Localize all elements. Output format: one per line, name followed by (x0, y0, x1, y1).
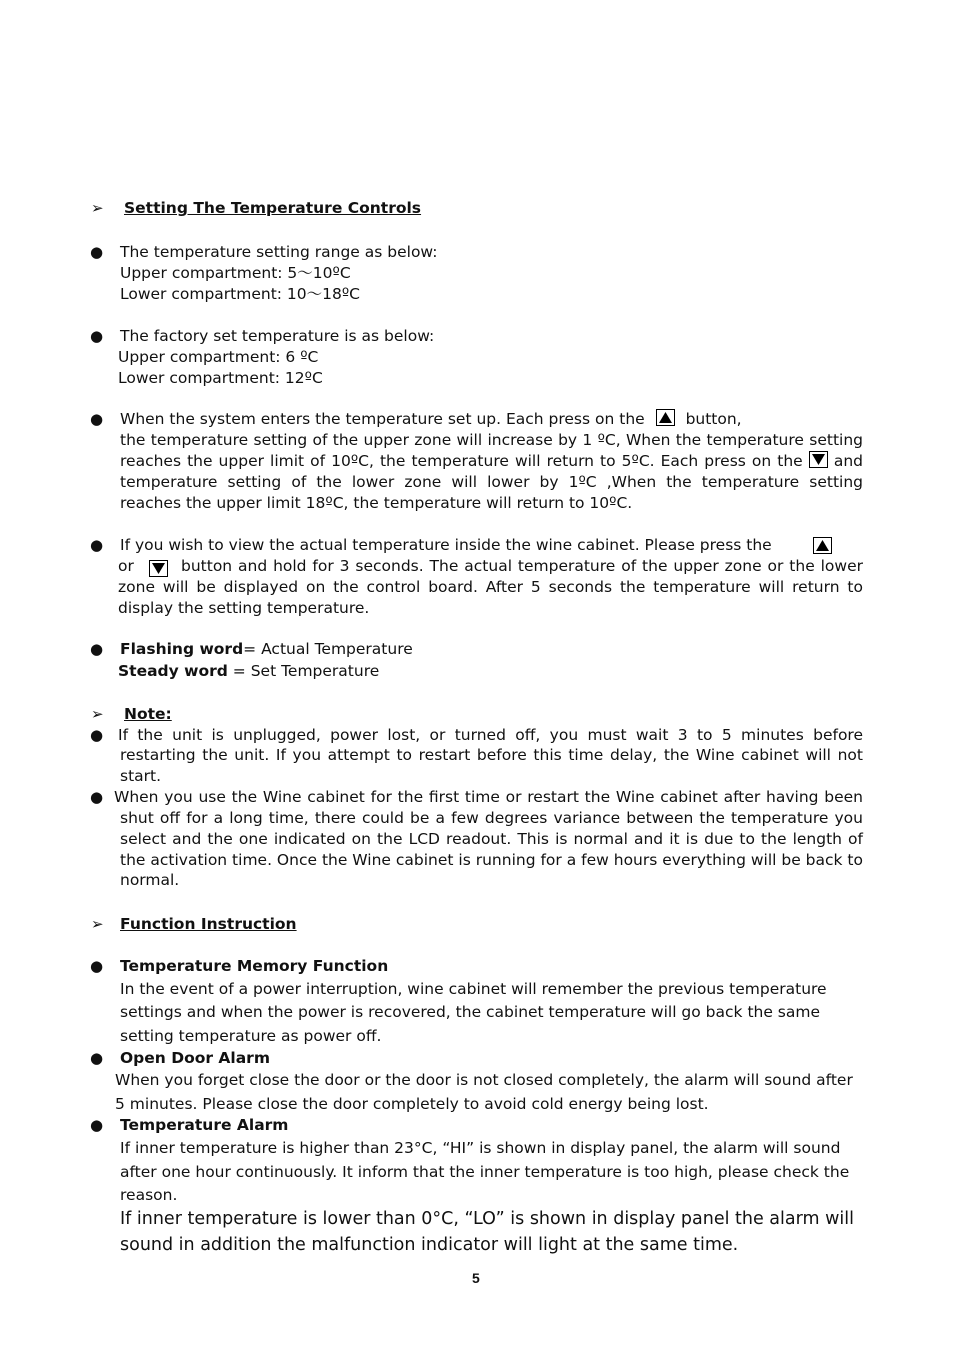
note-p2-line-5: normal. (120, 871, 180, 889)
view-line-3: zone will be displayed on the control board. After 5 seconds the temperature will return to (118, 578, 863, 596)
range-intro: The temperature setting range as below: (120, 243, 438, 261)
bullet-icon: ● (90, 243, 104, 261)
view-line-4: display the setting temperature. (118, 599, 370, 617)
door-line-1: When you forget close the door or the door is not closed completely, the alarm will sound after (115, 1071, 853, 1089)
setup-text-a: When the system enters the temperature set up. Each press on the (120, 410, 645, 428)
bullet-icon: ● (90, 726, 104, 744)
up-arrow-button-icon (813, 537, 832, 554)
flashing-meaning: = Actual Temperature (243, 640, 413, 658)
bullet-icon: ● (90, 957, 104, 975)
view-line-2: button and hold for 3 seconds. The actual temperature of the upper zone or the lower (181, 557, 863, 575)
view-line-1: If you wish to view the actual temperature inside the wine cabinet. Please press the (120, 536, 772, 554)
bullet-icon: ● (90, 410, 104, 428)
factory-upper: Upper compartment: 6 ºC (118, 348, 319, 366)
steady-meaning: = Set Temperature (227, 662, 380, 680)
door-line-2: 5 minutes. Please close the door completely to avoid cold energy being lost. (115, 1095, 709, 1113)
setup-line-4: temperature setting of the lower zone will lower by 1ºC ,When the temperature setting (120, 473, 863, 491)
memory-title: Temperature Memory Function (120, 957, 389, 975)
alarm-line-1: If inner temperature is higher than 23°C, “HI” is shown in display panel, the alarm will sound (120, 1139, 841, 1157)
alarm-line-5: sound in addition the malfunction indicator will light at the same time. (120, 1235, 739, 1255)
setup-line-3 (120, 451, 863, 472)
setup-text-3b: and (833, 452, 864, 470)
setup-line-1 (120, 409, 742, 430)
section-arrow-icon: ➢ (91, 915, 104, 933)
function-title: Function Instruction (120, 915, 297, 933)
flashing-word: Flashing word (120, 640, 244, 658)
bullet-icon: ● (90, 536, 104, 554)
memory-line-1: In the event of a power interruption, wine cabinet will remember the previous temperature (120, 980, 827, 998)
bullet-icon: ● (90, 788, 104, 806)
setup-line-2: the temperature setting of the upper zone will increase by 1 ºC, When the temperature setting (120, 431, 863, 449)
page-number: 5 (472, 1270, 480, 1286)
bullet-icon: ● (90, 327, 104, 345)
factory-lower: Lower compartment: 12ºC (118, 369, 323, 387)
memory-line-3: setting temperature as power off. (120, 1027, 382, 1045)
alarm-line-2: after one hour continuously. It inform that the inner temperature is too high, please check the (120, 1163, 850, 1181)
range-lower: Lower compartment: 10～18ºC (120, 285, 361, 303)
alarm-title: Temperature Alarm (120, 1116, 289, 1134)
section-title: Setting The Temperature Controls (124, 199, 422, 217)
door-title: Open Door Alarm (120, 1049, 270, 1067)
setup-text-b: button, (685, 410, 742, 428)
bullet-icon: ● (90, 640, 104, 658)
factory-intro: The factory set temperature is as below: (120, 327, 435, 345)
note-title: Note: (124, 705, 172, 723)
flashing-line (120, 639, 413, 660)
setup-text-3a: reaches the upper limit of 10ºC, the temperature will return to 5ºC. Each press on the (120, 452, 803, 470)
view-or: or (118, 557, 134, 575)
section-arrow-icon: ➢ (91, 705, 104, 723)
down-arrow-button-icon (809, 451, 828, 468)
note-p1-line-3: start. (120, 767, 162, 785)
range-upper: Upper compartment: 5～10ºC (120, 264, 351, 282)
note-p2-line-1: When you use the Wine cabinet for the first time or restart the Wine cabinet after having been (114, 788, 863, 806)
bullet-icon: ● (90, 1116, 104, 1134)
down-arrow-button-icon (149, 560, 168, 577)
alarm-line-3: reason. (120, 1186, 178, 1204)
note-p2-line-4: the activation time. Once the Wine cabinet is running for a few hours everything will be back to (120, 851, 863, 869)
section-arrow-icon: ➢ (91, 199, 104, 217)
bullet-icon: ● (90, 1049, 104, 1067)
note-p2-line-2: shut off for a long time, there could be a few degrees variance between the temperature you (120, 809, 863, 827)
alarm-line-4: If inner temperature is lower than 0°C, “LO” is shown in display panel the alarm will (120, 1209, 855, 1229)
note-p2-line-3: select and the one indicated on the LCD readout. This is normal and it is due to the length of (120, 830, 863, 848)
note-p1-line-2: restarting the unit. If you attempt to restart before this time delay, the Wine cabinet will not (120, 746, 863, 764)
note-p1-line-1: If the unit is unplugged, power lost, or turned off, you must wait 3 to 5 minutes before (118, 726, 863, 744)
steady-word: Steady word (118, 662, 228, 680)
memory-line-2: settings and when the power is recovered, the cabinet temperature will go back the same (120, 1003, 821, 1021)
setup-line-5: reaches the upper limit 18ºC, the temperature will return to 10ºC. (120, 494, 633, 512)
up-arrow-button-icon (656, 409, 675, 426)
steady-line (118, 661, 379, 682)
